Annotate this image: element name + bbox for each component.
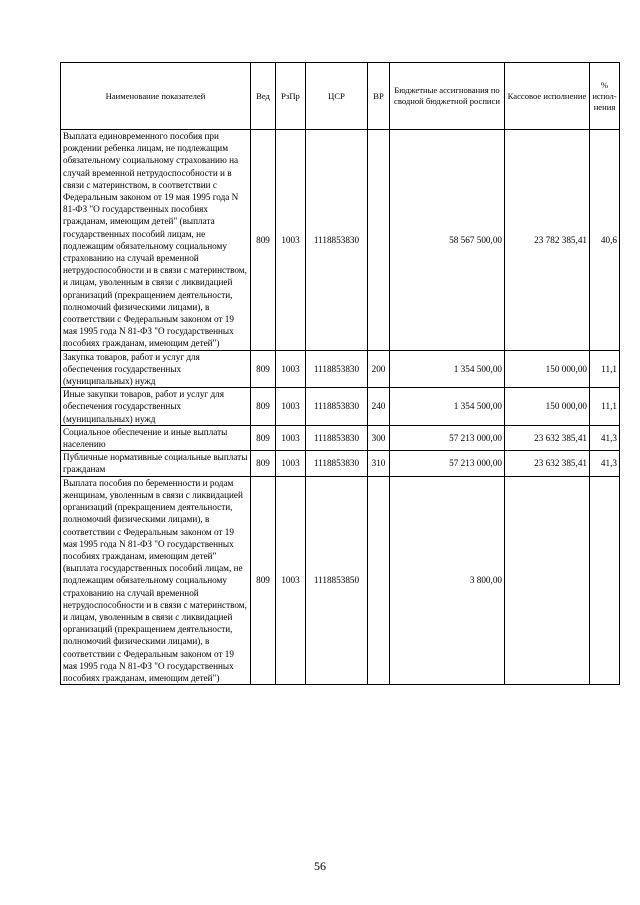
row-pct — [590, 476, 620, 684]
row-csr: 1118853830 — [306, 388, 368, 426]
header-cash: Кассовое исполнение — [505, 63, 590, 130]
row-cash: 23 632 385,41 — [505, 451, 590, 476]
header-vr: ВР — [368, 63, 390, 130]
row-rzpr: 1003 — [276, 476, 306, 684]
row-name: Социальное обеспечение и иные выплаты населению — [61, 425, 251, 450]
row-csr: 1118853830 — [306, 451, 368, 476]
row-vr: 240 — [368, 388, 390, 426]
table-header-row — [61, 63, 620, 130]
row-pct: 11,1 — [590, 350, 620, 388]
row-csr: 1118853830 — [306, 130, 368, 351]
table-row — [61, 388, 620, 426]
row-rzpr: 1003 — [276, 350, 306, 388]
row-cash: 150 000,00 — [505, 350, 590, 388]
row-ved: 809 — [251, 476, 276, 684]
row-csr: 1118853850 — [306, 476, 368, 684]
row-rzpr: 1003 — [276, 130, 306, 351]
table-row — [61, 350, 620, 388]
table-row — [61, 425, 620, 450]
row-ved: 809 — [251, 425, 276, 450]
row-ved: 809 — [251, 130, 276, 351]
row-ved: 809 — [251, 350, 276, 388]
row-budget: 1 354 500,00 — [390, 388, 505, 426]
row-budget: 1 354 500,00 — [390, 350, 505, 388]
row-ved: 809 — [251, 388, 276, 426]
row-rzpr: 1003 — [276, 388, 306, 426]
row-name: Выплата пособия по беременности и родам женщинам, уволенным в связи с ликвидацией организаций (прекращением деятельности, полномочий физическими лицами), в соответствии с Федеральным законом от 19 мая 1995 года N 81-ФЗ "О государственных пособиях гражданам, имеющим детей" (выплата государственных пособий лицам, не подлежащим обязательному социальному страхованию на случай временной нетрудоспособности и в связи с материнством, и лицам, уволенным в связи с ликвидацией организаций (прекращением деятельности, полномочий физическими лицами), в соответствии с Федеральным законом от 19 мая 1995 года N 81-ФЗ "О государственных пособиях гражданам, имеющим детей") — [61, 476, 251, 684]
row-cash: 23 782 385,41 — [505, 130, 590, 351]
row-budget: 57 213 000,00 — [390, 425, 505, 450]
table-row — [61, 130, 620, 351]
row-csr: 1118853830 — [306, 425, 368, 450]
row-pct: 41,3 — [590, 451, 620, 476]
row-vr: 200 — [368, 350, 390, 388]
row-ved: 809 — [251, 451, 276, 476]
budget-execution-table — [60, 62, 620, 685]
row-vr: 300 — [368, 425, 390, 450]
row-pct: 40,6 — [590, 130, 620, 351]
header-budget: Бюджетные ассигнования по сводной бюджетной росписи — [390, 63, 505, 130]
row-budget: 57 213 000,00 — [390, 451, 505, 476]
row-cash — [505, 476, 590, 684]
row-cash: 23 632 385,41 — [505, 425, 590, 450]
table-row — [61, 476, 620, 684]
row-name: Выплата единовременного пособия при рождении ребенка лицам, не подлежащим обязательному социальному страхованию на случай временной нетрудоспособности и в связи с материнством, в соответствии с Федеральным законом от 19 мая 1995 года N 81-ФЗ "О государственных пособиях гражданам, имеющим детей" (выплата государственных пособий лицам, не подлежащим обязательному социальному страхованию на случай временной нетрудоспособности и в связи с материнством, и лицам, уволенным в связи с ликвидацией организаций (прекращением деятельности, полномочий физическими лицами), в соответствии с Федеральным законом от 19 мая 1995 года N 81-ФЗ "О государственных пособиях гражданам, имеющим детей") — [61, 130, 251, 351]
row-vr — [368, 476, 390, 684]
row-name: Закупка товаров, работ и услуг для обеспечения государственных (муниципальных) нужд — [61, 350, 251, 388]
row-csr: 1118853830 — [306, 350, 368, 388]
row-vr — [368, 130, 390, 351]
header-ved: Вед — [251, 63, 276, 130]
row-budget: 58 567 500,00 — [390, 130, 505, 351]
row-pct: 41,3 — [590, 425, 620, 450]
header-csr: ЦСР — [306, 63, 368, 130]
row-budget: 3 800,00 — [390, 476, 505, 684]
header-pct: % испол-нения — [590, 63, 620, 130]
header-name: Наименование показателей — [61, 63, 251, 130]
header-rzpr: РзПр — [276, 63, 306, 130]
row-vr: 310 — [368, 451, 390, 476]
page-number: 56 — [314, 859, 326, 873]
row-rzpr: 1003 — [276, 425, 306, 450]
table-row — [61, 451, 620, 476]
row-rzpr: 1003 — [276, 451, 306, 476]
row-name: Иные закупки товаров, работ и услуг для обеспечения государственных (муниципальных) нужд — [61, 388, 251, 426]
row-name: Публичные нормативные социальные выплаты гражданам — [61, 451, 251, 476]
row-cash: 150 000,00 — [505, 388, 590, 426]
row-pct: 11,1 — [590, 388, 620, 426]
